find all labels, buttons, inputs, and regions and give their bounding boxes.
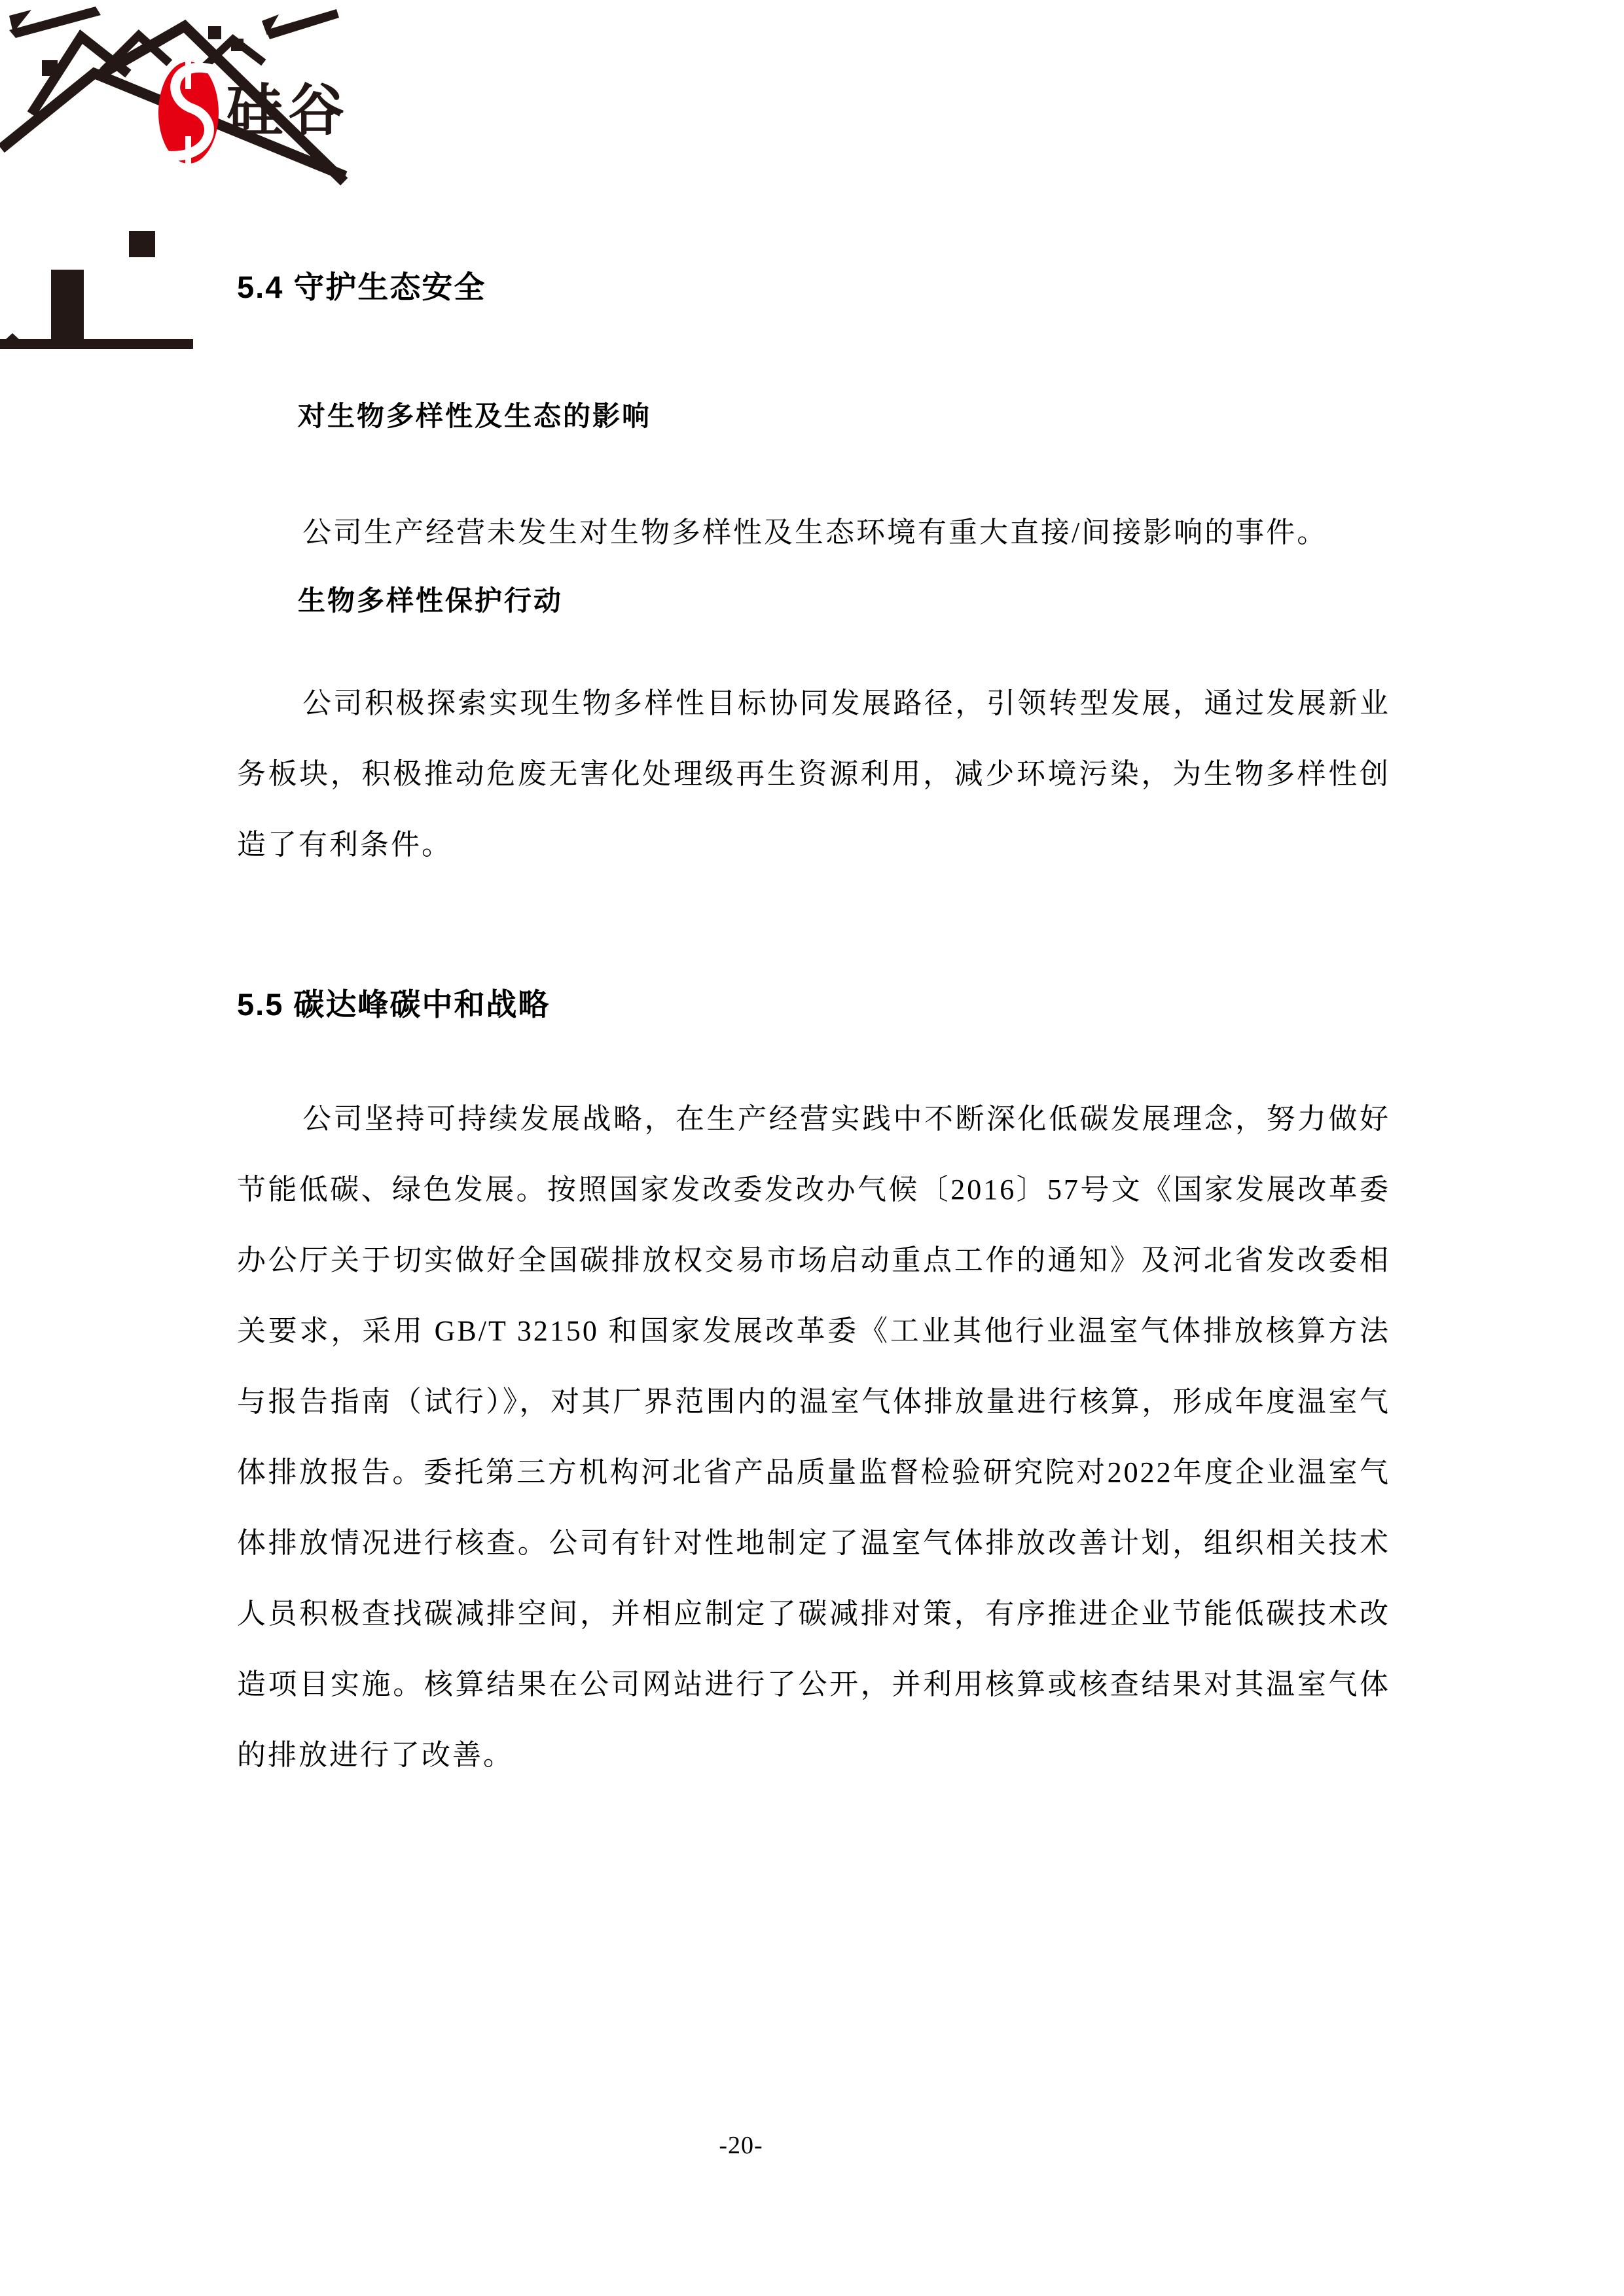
paragraph-biodiversity-action: 公司积极探索实现生物多样性目标协同发展路径，引领转型发展，通过发展新业务板块，积极推动危废无害化处理级再生资源利用，减少环境污染，为生物多样性创造了有利条件。 [237, 687, 1390, 861]
section-heading-5-5: 5.5 碳达峰碳中和战略 [237, 987, 550, 1022]
page-number: -20- [719, 2132, 763, 2159]
roof-dash-left [9, 7, 101, 38]
window-square [129, 231, 155, 257]
paragraph-carbon-strategy: 公司坚持可持续发展战略，在生产经营实践中不断深化低碳发展理念，努力做好节能低碳、绿色发展。按照国家发改委发改办气候〔2016〕57号文《国家发展改革委办公厅关于切实做好全国碳排放权交易市场启动重点工作的通知》及河北省发改委相关要求，采用 GB/T 32150 和国家发展改革委《工业其他行业温室气体排放核算方法与报告指南（试行）》，对其厂界范围内的温室气体排放量进行核算，形成年度温室气体排放报告。委托第三方机构河北省产品质量监督检验研究院对2022年度企业温室气体排放情况进行核查。公司有针对性地制定了温室气体排放改善计划，组织相关技术人员积极查找碳减排空间，并相应制定了碳减排对策，有序推进企业节能低碳技术改造项目实施。核算结果在公司网站进行了公开，并利用核算或核查结果对其温室气体的排放进行了改善。 [237, 1103, 1390, 1771]
subheading-biodiversity-action: 生物多样性保护行动 [298, 586, 564, 617]
company-logo [0, 0, 543, 373]
brand-text: 硅谷 [226, 79, 350, 142]
base-line-peak [5, 333, 20, 340]
rooftops-graphic [0, 0, 543, 373]
section-heading-5-4: 5.4 守护生态安全 [237, 270, 486, 304]
roof-chevron [206, 39, 261, 65]
roof-dash-right [266, 9, 339, 39]
subheading-biodiversity-impact: 对生物多样性及生态的影响 [298, 402, 652, 432]
wall-bar [51, 270, 84, 346]
s-emblem-icon [158, 59, 219, 166]
chimney-square [208, 26, 221, 39]
base-line [0, 339, 193, 349]
paragraph-biodiversity-impact: 公司生产经营未发生对生物多样性及生态环境有重大直接/间接影响的事件。 [302, 516, 1328, 548]
